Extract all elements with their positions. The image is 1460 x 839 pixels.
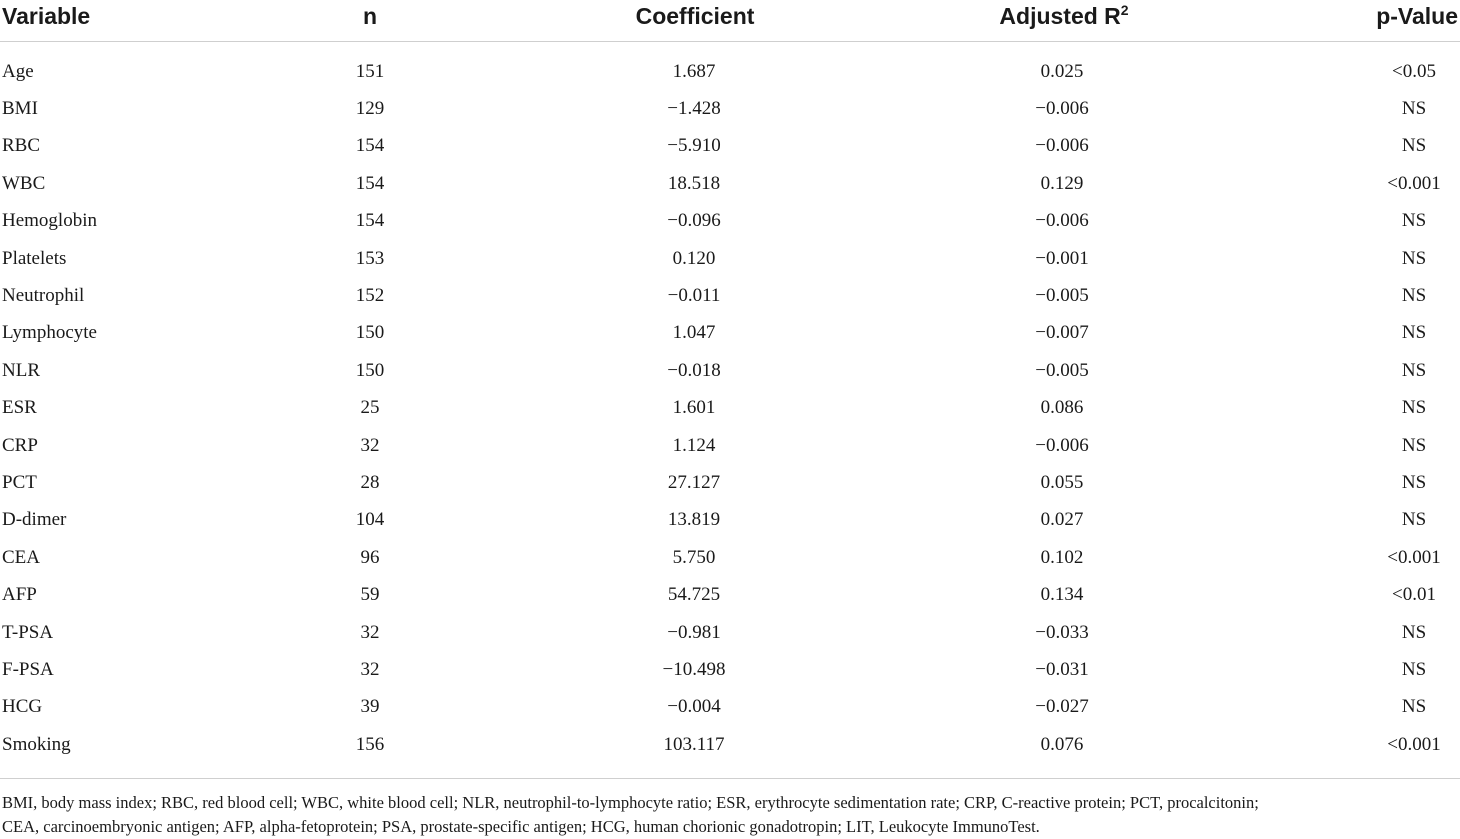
cell-n: 28: [360, 472, 380, 494]
table-row: [0, 726, 1460, 763]
cell-n: 25: [360, 397, 380, 419]
cell-p-value: <0.001: [1387, 172, 1441, 194]
cell-adjusted-r2: −0.006: [1035, 210, 1089, 232]
cell-p-value: NS: [1401, 434, 1427, 456]
table-row: [0, 390, 1460, 427]
header-adjusted-r2-superscript: 2: [1120, 2, 1129, 18]
cell-adjusted-r2: 0.102: [1040, 546, 1084, 568]
cell-adjusted-r2: −0.031: [1035, 659, 1089, 681]
header-n: n: [362, 3, 378, 29]
cell-variable: F-PSA: [2, 659, 54, 681]
cell-n: 32: [360, 659, 380, 681]
cell-n: 59: [360, 584, 380, 606]
cell-coefficient: −1.428: [667, 98, 721, 120]
cell-variable: CEA: [2, 546, 40, 568]
cell-variable: Lymphocyte: [2, 322, 97, 344]
footnote-line-2: CEA, carcinoembryonic antigen; AFP, alpha-fetoprotein; PSA, prostate-specific antigen; HCG, human chorionic gonadotropin; LIT, Leukocyte ImmunoTest.: [2, 817, 1040, 836]
cell-variable: ESR: [2, 397, 37, 419]
table-row: [0, 128, 1460, 165]
cell-p-value: NS: [1401, 397, 1427, 419]
footnote-line-1: BMI, body mass index; RBC, red blood cell; WBC, white blood cell; NLR, neutrophil-to-lymphocyte ratio; ESR, erythrocyte sedimentation rate; CRP, C-reactive protein; PCT, procalcitonin;: [2, 793, 1259, 812]
cell-p-value: NS: [1401, 98, 1427, 120]
cell-variable: HCG: [2, 696, 43, 718]
table-row: [0, 614, 1460, 651]
cell-variable: Smoking: [2, 733, 71, 755]
table-row: [0, 464, 1460, 501]
table-row: [0, 277, 1460, 314]
cell-n: 156: [355, 733, 385, 755]
cell-p-value: NS: [1401, 359, 1427, 381]
cell-variable: CRP: [2, 434, 38, 456]
cell-variable: BMI: [2, 98, 38, 120]
cell-n: 129: [355, 98, 385, 120]
cell-n: 104: [355, 509, 385, 531]
cell-variable: Age: [2, 60, 34, 82]
cell-coefficient: 1.124: [672, 434, 716, 456]
cell-variable: Platelets: [2, 247, 67, 269]
cell-n: 151: [355, 60, 385, 82]
cell-adjusted-r2: −0.007: [1035, 322, 1089, 344]
cell-coefficient: −10.498: [662, 659, 726, 681]
cell-variable: RBC: [2, 135, 41, 157]
cell-n: 152: [355, 285, 385, 307]
table-row: [0, 502, 1460, 539]
cell-adjusted-r2: 0.027: [1040, 509, 1084, 531]
cell-p-value: NS: [1401, 135, 1427, 157]
table-header-row: [0, 0, 1460, 40]
cell-p-value: <0.001: [1387, 546, 1441, 568]
cell-variable: NLR: [2, 359, 40, 381]
cell-adjusted-r2: 0.134: [1040, 584, 1084, 606]
cell-coefficient: −0.096: [667, 210, 721, 232]
cell-coefficient: 1.687: [672, 60, 716, 82]
cell-adjusted-r2: −0.027: [1035, 696, 1089, 718]
cell-n: 153: [355, 247, 385, 269]
table-row: [0, 315, 1460, 352]
header-divider: [0, 41, 1460, 42]
cell-coefficient: 1.601: [672, 397, 716, 419]
table-row: [0, 90, 1460, 127]
cell-variable: D-dimer: [2, 509, 67, 531]
cell-p-value: NS: [1401, 659, 1427, 681]
cell-coefficient: 1.047: [672, 322, 716, 344]
cell-coefficient: −0.011: [667, 285, 721, 307]
cell-adjusted-r2: −0.001: [1035, 247, 1089, 269]
cell-n: 154: [355, 172, 385, 194]
cell-coefficient: 0.120: [672, 247, 716, 269]
cell-adjusted-r2: −0.006: [1035, 434, 1089, 456]
cell-p-value: NS: [1401, 696, 1427, 718]
cell-adjusted-r2: −0.006: [1035, 135, 1089, 157]
cell-p-value: NS: [1401, 247, 1427, 269]
cell-variable: PCT: [2, 472, 37, 494]
cell-p-value: NS: [1401, 621, 1427, 643]
cell-adjusted-r2: 0.055: [1040, 472, 1084, 494]
header-adjusted-r2-text: Adjusted R: [999, 3, 1121, 29]
table-row: [0, 203, 1460, 240]
table-row: [0, 427, 1460, 464]
cell-n: 150: [355, 359, 385, 381]
cell-n: 39: [360, 696, 380, 718]
cell-n: 32: [360, 434, 380, 456]
cell-n: 154: [355, 135, 385, 157]
header-coefficient: Coefficient: [635, 3, 755, 29]
cell-coefficient: 5.750: [672, 546, 716, 568]
cell-coefficient: −0.018: [667, 359, 721, 381]
cell-n: 32: [360, 621, 380, 643]
cell-adjusted-r2: −0.005: [1035, 285, 1089, 307]
cell-p-value: <0.001: [1387, 733, 1441, 755]
table-row: [0, 352, 1460, 389]
table-row: [0, 165, 1460, 202]
cell-p-value: NS: [1401, 210, 1427, 232]
cell-variable: AFP: [2, 584, 37, 606]
cell-adjusted-r2: 0.129: [1040, 172, 1084, 194]
header-p-value: p-Value: [1376, 3, 1458, 29]
cell-p-value: <0.01: [1392, 584, 1436, 606]
table-row: [0, 539, 1460, 576]
table-footnote: [2, 791, 1458, 839]
cell-n: 96: [360, 546, 380, 568]
cell-variable: T-PSA: [2, 621, 54, 643]
table-row: [0, 240, 1460, 277]
table-row: [0, 53, 1460, 90]
cell-p-value: NS: [1401, 285, 1427, 307]
cell-p-value: NS: [1401, 472, 1427, 494]
table-bottom-divider: [0, 778, 1460, 779]
cell-variable: Hemoglobin: [2, 210, 97, 232]
cell-adjusted-r2: 0.086: [1040, 397, 1084, 419]
cell-adjusted-r2: −0.006: [1035, 98, 1089, 120]
cell-p-value: NS: [1401, 322, 1427, 344]
cell-adjusted-r2: 0.025: [1040, 60, 1084, 82]
cell-adjusted-r2: 0.076: [1040, 733, 1084, 755]
table-row: [0, 651, 1460, 688]
table-row: [0, 689, 1460, 726]
cell-n: 154: [355, 210, 385, 232]
cell-coefficient: 54.725: [667, 584, 721, 606]
table-row: [0, 577, 1460, 614]
cell-coefficient: 13.819: [667, 509, 721, 531]
cell-coefficient: 18.518: [667, 172, 721, 194]
cell-adjusted-r2: −0.033: [1035, 621, 1089, 643]
cell-variable: WBC: [2, 172, 46, 194]
cell-p-value: NS: [1401, 509, 1427, 531]
cell-coefficient: −0.004: [667, 696, 721, 718]
header-variable: Variable: [2, 3, 91, 29]
cell-coefficient: −0.981: [667, 621, 721, 643]
cell-variable: Neutrophil: [2, 285, 85, 307]
cell-coefficient: −5.910: [667, 135, 721, 157]
header-adjusted-r2: [999, 2, 1128, 30]
cell-coefficient: 103.117: [663, 733, 725, 755]
cell-n: 150: [355, 322, 385, 344]
cell-p-value: <0.05: [1392, 60, 1436, 82]
cell-coefficient: 27.127: [667, 472, 721, 494]
cell-adjusted-r2: −0.005: [1035, 359, 1089, 381]
